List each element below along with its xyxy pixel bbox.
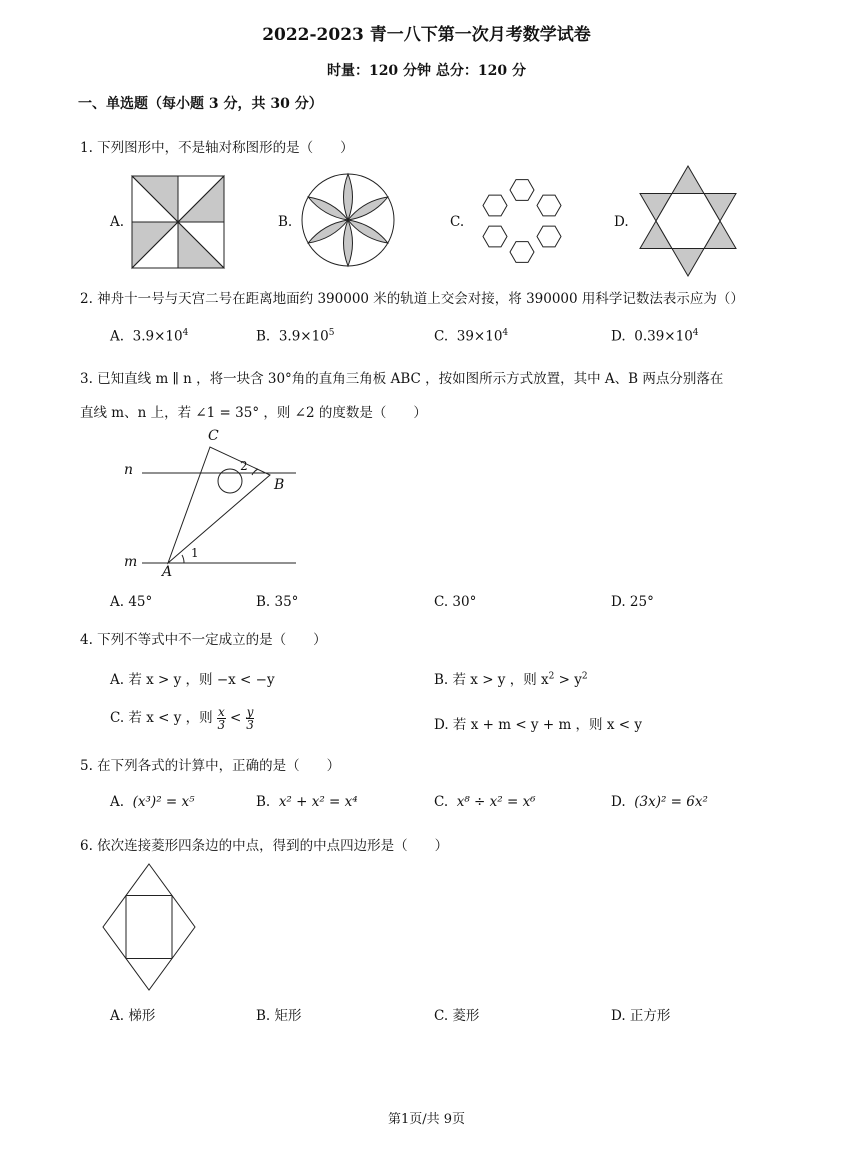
question-6-stem: 6. 依次连接菱形四条边的中点，得到的中点四边形是（ ）	[80, 838, 449, 854]
q3-option-d: D. 25°	[611, 594, 654, 610]
q4-c-frac1-bot: 3	[217, 718, 226, 732]
label-m: m	[124, 554, 138, 570]
q4-c-frac1-top: x	[217, 705, 225, 719]
q3-option-c: C. 30°	[434, 594, 477, 610]
q5-option-d	[611, 794, 708, 810]
q5-a-label: A.	[110, 794, 125, 810]
exam-subtitle: 时量：120 分钟 总分：120 分	[326, 63, 527, 79]
q2-b-exp: 5	[328, 328, 335, 338]
exam-title: 2022-2023 青一八下第一次月考数学试卷	[262, 25, 591, 45]
q5-option-c	[434, 794, 536, 810]
q2-c-base: 39×10	[456, 328, 503, 345]
q5-d-label: D.	[611, 794, 626, 810]
q5-c-expr: x⁸ ÷ x² = x⁶	[456, 794, 536, 810]
q5-b-expr: x² + x² = x⁴	[278, 794, 358, 810]
q4-c-frac2	[246, 706, 255, 731]
question-2-stem: 2. 神舟十一号与天宫二号在距离地面约 390000 米的轨道上交会对接，将 390000 用科学记数法表示应为（）	[80, 291, 744, 307]
rhombus-midpoint-figure	[103, 864, 195, 990]
q5-d-expr: (3x)² = 6x²	[634, 794, 708, 810]
q2-option-d	[611, 328, 699, 345]
q3-option-a: A. 45°	[110, 594, 153, 610]
question-4-stem: 4. 下列不等式中不一定成立的是（ ）	[80, 632, 327, 648]
q2-b-label: B.	[256, 328, 271, 345]
q2-option-c	[434, 328, 508, 345]
q4-c-frac2-top: y	[246, 705, 254, 719]
q6-option-a: A. 梯形	[110, 1008, 156, 1024]
q1-option-c-label: C.	[450, 214, 465, 230]
triangle-parallel-lines-figure	[120, 425, 310, 585]
q4-option-c	[110, 706, 254, 731]
q5-c-label: C.	[434, 794, 449, 810]
label-a: A	[162, 564, 173, 580]
question-1-stem: 1. 下列图形中，不是轴对称图形的是（ ）	[80, 140, 354, 156]
q4-b-mid: > y	[554, 672, 582, 688]
q4-option-b	[434, 668, 588, 688]
question-3-stem-line1: 3. 已知直线 m ∥ n ，将一块含 30°角的直角三角板 ABC ，按如图所示方式放置，其中 A、B 两点分别落在	[80, 371, 724, 387]
label-c: C	[208, 428, 219, 444]
label-b: B	[274, 477, 285, 493]
hexagon-ring-figure	[472, 176, 572, 266]
star-of-david-figure	[640, 166, 736, 276]
q2-d-label: D.	[611, 328, 626, 345]
q2-b-base: 3.9×10	[278, 328, 329, 345]
q1-option-b-label: B.	[278, 214, 293, 230]
q2-d-base: 0.39×10	[634, 328, 693, 345]
q4-b-exp2: 2	[581, 671, 588, 682]
question-3-stem-line2: 直线 m、n 上，若 ∠1 = 35° ，则 ∠2 的度数是（ ）	[80, 405, 427, 421]
q2-a-label: A.	[110, 328, 125, 345]
label-n: n	[124, 462, 134, 478]
q4-option-a: A. 若 x > y ，则 −x < −y	[110, 672, 275, 688]
q2-option-a	[110, 328, 188, 345]
q1-option-d-label: D.	[614, 214, 629, 230]
q6-option-b: B. 矩形	[256, 1008, 302, 1024]
q4-c-lt: <	[230, 710, 242, 726]
q2-option-b	[256, 328, 335, 345]
page-footer: 第1页/共 9页	[387, 1112, 466, 1127]
q4-option-d: D. 若 x + m < y + m ，则 x < y	[434, 717, 642, 733]
section-heading: 一、单选题（每小题 3 分，共 30 分）	[78, 96, 323, 112]
q2-c-exp: 4	[502, 328, 509, 338]
flower-circle-figure	[300, 172, 396, 268]
q4-c-frac2-bot: 3	[246, 718, 254, 732]
q6-option-c: C. 菱形	[434, 1008, 480, 1024]
q2-a-base: 3.9×10	[132, 328, 183, 345]
label-angle-1: 1	[191, 546, 199, 560]
q6-option-d: D. 正方形	[611, 1008, 671, 1024]
q1-option-a-label: A.	[110, 214, 125, 230]
q5-option-b	[256, 794, 358, 810]
q4-c-frac1	[217, 706, 226, 731]
question-5-stem: 5. 在下列各式的计算中，正确的是（ ）	[80, 758, 341, 774]
q4-c-pre: C. 若 x < y ，则	[110, 710, 213, 726]
label-angle-2: 2	[240, 459, 248, 473]
q3-option-b: B. 35°	[256, 594, 299, 610]
q5-a-expr: (x³)² = x⁵	[132, 794, 195, 810]
pinwheel-figure	[132, 176, 224, 268]
q4-b-exp1: 2	[548, 671, 555, 682]
q2-a-exp: 4	[182, 328, 189, 338]
q4-b-text: B. 若 x > y ，则 x	[434, 672, 549, 688]
q2-d-exp: 4	[692, 328, 699, 338]
q5-b-label: B.	[256, 794, 271, 810]
q2-c-label: C.	[434, 328, 449, 345]
q5-option-a	[110, 794, 195, 810]
